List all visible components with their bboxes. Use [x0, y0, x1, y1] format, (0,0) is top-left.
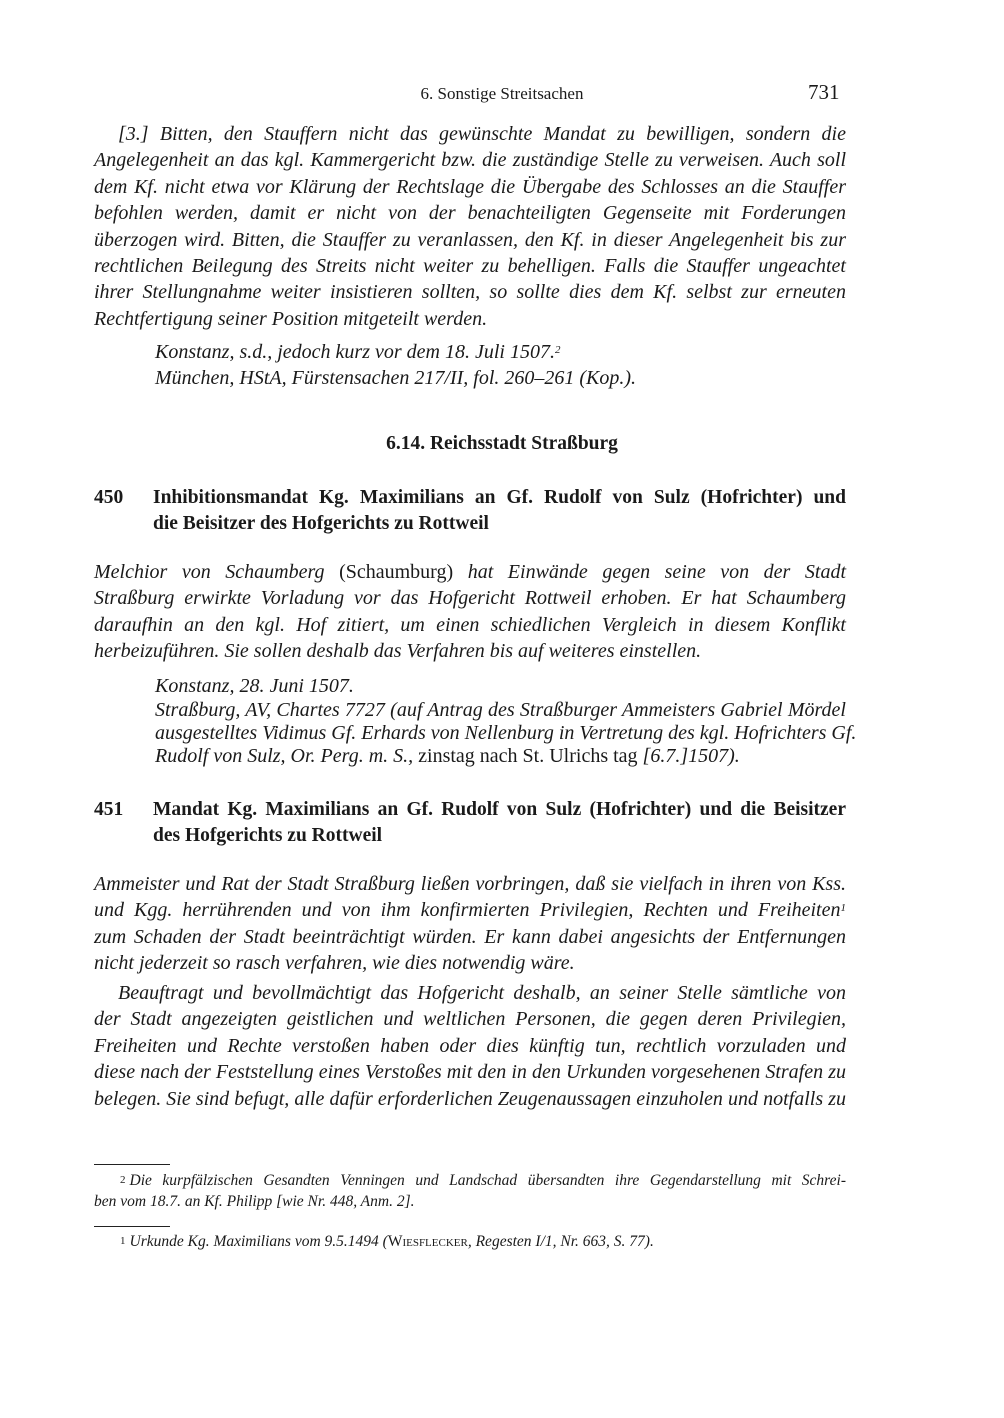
text-span: , Regesten I/1, Nr. 663, S. 77). [467, 1233, 654, 1250]
text-line: Freiheiten und Rechte verstoßen haben oder dies künftig tun, rechtlich vorzuladen und [94, 1034, 846, 1057]
citation-source [155, 745, 846, 768]
text-line: [3.] Bitten, den Stauffern nicht das gewünschte Mandat zu bewilligen, sondern die [118, 123, 846, 145]
heading-line: die Beisitzer des Hofgerichts zu Rottweil [153, 513, 489, 535]
text-span: (Schaumburg) [339, 561, 454, 583]
heading-line: Inhibitionsmandat Kg. Maximilians an Gf. Rudolf von Sulz (Hofrichter) und [153, 487, 846, 508]
text-line [94, 897, 846, 923]
text-span: Rudolf von Sulz, Or. Perg. m. S., [155, 745, 414, 767]
text-line: nicht jederzeit so rasch verfahren, wie dies notwendig wäre. [94, 952, 575, 975]
text-span: [6.7.]1507). [642, 745, 740, 767]
text-span: 1 [120, 1235, 126, 1247]
entry-450-heading [94, 485, 846, 539]
citation-source: München, HStA, Fürstensachen 217/II, fol. 260–261 (Kop.). [155, 367, 637, 390]
footnote-2 [94, 1170, 846, 1212]
citation-block [155, 339, 846, 392]
running-header: 6. Sonstige Streitsachen [420, 84, 584, 103]
heading-line: des Hofgerichts zu Rottweil [153, 825, 383, 847]
text-line: herbeizuführen. Sie sollen deshalb das Verfahren bis auf weiteres einstellen. [94, 640, 702, 663]
heading-line: Mandat Kg. Maximilians an Gf. Rudolf von Sulz (Hofrichter) und die Beisitzer [153, 799, 846, 820]
citation-date: Konstanz, 28. Juni 1507. [155, 675, 354, 697]
author-name: Wiesflecker [387, 1233, 468, 1250]
text-span: Die kurpfälzischen Gesandten Venningen und Landschad übersandten ihre Gegendarstellung mit Schrei- [129, 1172, 846, 1189]
text-span: und Kgg. herrührenden und von ihm konfirmierten Privilegien, Rechten und Freiheiten [94, 899, 841, 922]
footnote-line [94, 1170, 846, 1191]
text-line: Angelegenheit an das kgl. Kammergericht bzw. die zuständige Stelle zu verweisen. Auch soll [94, 149, 846, 172]
text-line: ihrer Stellungnahme weiter insistieren sollten, so sollte dies dem Kf. selbst zur erneuten [94, 281, 846, 304]
text-line: zum Schaden der Stadt beeinträchtigt würden. Er kann dabei angesichts der Entfernungen [94, 925, 846, 948]
citation-date: Konstanz, s.d., jedoch kurz vor dem 18. Juli 1507.$^2$ [155, 341, 561, 363]
page-number: 731 [808, 80, 840, 104]
entry-number: 450 [94, 487, 124, 508]
text-span [153, 485, 846, 538]
text-line [94, 559, 846, 585]
text-span [153, 797, 846, 850]
text-line: Rechtfertigung seiner Position mitgeteilt werden. [94, 307, 488, 330]
text-line: belegen. Sie sind befugt, alle dafür erforderlichen Zeugenaussagen einzuholen und notfalls zu [94, 1087, 846, 1110]
entry-number: 451 [94, 799, 124, 820]
text-line: Beauftragt und bevollmächtigt das Hofgericht deshalb, an seiner Stelle sämtliche von [118, 982, 846, 1004]
footnote-line [94, 1231, 846, 1252]
entry-451-paragraph-2 [94, 980, 846, 1112]
section-heading: 6.14. Reichsstadt Straßburg [386, 433, 618, 454]
citation-source: Straßburg, AV, Chartes 7727 (auf Antrag des Straßburger Ammeisters Gabriel Mördel [155, 699, 846, 721]
text-span: zinstag nach St. Ulrichs tag [418, 745, 638, 767]
text-line: befohlen werden, damit er nicht von der benachteiligten Gegenseite mit Forderungen [94, 202, 846, 225]
entry-450-citation [155, 674, 857, 768]
text-span: Urkunde Kg. Maximilians vom 9.5.1494 ( [129, 1233, 388, 1250]
text-line: überzogen wird. Bitten, die Stauffer zu veranlassen, den Kf. in dieser Angelegenheit bis zur [94, 228, 846, 251]
text-span: hat Einwände gegen seine von der Stadt [467, 561, 847, 583]
text-line: Straßburg erwirkte Vorladung vor das Hofgericht Rottweil erhoben. Er hat Schaumberg [94, 587, 846, 610]
text-line: rechtlichen Beilegung des Streits nicht weiter zu behelligen. Falls die Stauffer ungeachtet [94, 254, 846, 277]
text-line: Ammeister und Rat der Stadt Straßburg ließen vorbringen, daß sie vielfach in ihren von Kss. [94, 873, 846, 895]
entry-450-summary [94, 559, 846, 665]
footnote-line: ben vom 18.7. an Kf. Philipp [wie Nr. 448, Anm. 2]. [94, 1193, 415, 1210]
footnote-ref[interactable]: 2 [554, 344, 561, 356]
footnote-ref[interactable]: 1 [840, 902, 846, 915]
footnote-1 [94, 1231, 846, 1252]
text-line: diese nach der Feststellung eines Verstoßes mit den in den Urkunden vorgesehenen Strafen zu [94, 1061, 846, 1084]
text-line: der Stadt angezeigten geistlichen und weltlichen Personen, die gegen deren Privilegien, [94, 1008, 846, 1031]
entry-451-paragraph-1 [94, 871, 846, 977]
text-span: Melchior von Schaumberg [94, 561, 325, 583]
footnote-divider [94, 1164, 170, 1165]
paragraph-3 [94, 121, 846, 332]
text-line: dem Kf. nicht etwa vor Klärung der Rechtslage die Übergabe des Schlosses an die Stauffer [94, 175, 846, 198]
footnote-divider [94, 1226, 170, 1227]
text-line: daraufhin an den kgl. Hof zitiert, um einen schiedlichen Vergleich in diesem Konflikt [94, 613, 846, 636]
entry-451-heading [94, 797, 846, 851]
text-span: 2 [120, 1174, 126, 1186]
citation-source: ausgestelltes Vidimus Gf. Erhards von Nellenburg in Vertretung des kgl. Hofrichters Gf. [155, 722, 857, 744]
